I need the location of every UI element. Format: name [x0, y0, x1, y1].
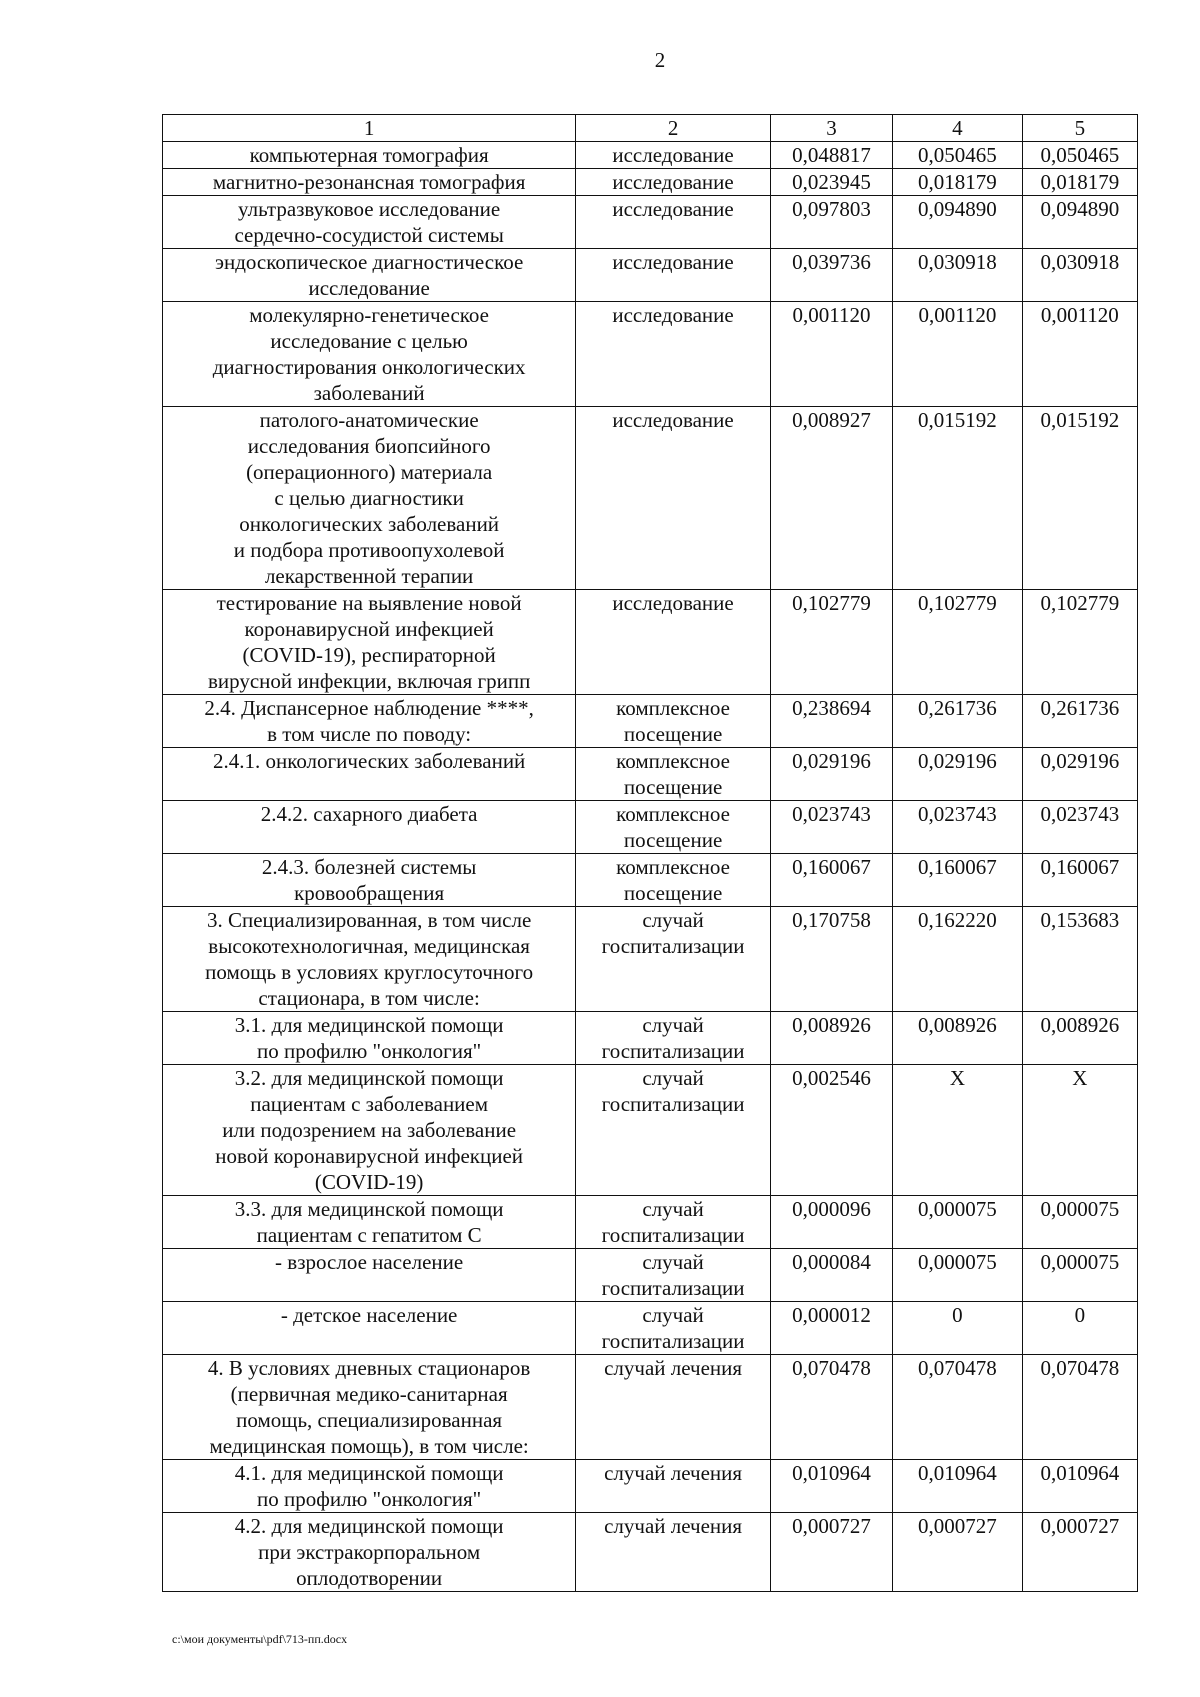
value-col3-cell: 0,008926	[770, 1012, 892, 1065]
unit-cell: случай лечения	[576, 1355, 771, 1460]
table-row	[163, 196, 1138, 249]
table-row	[163, 1355, 1138, 1460]
table-row	[163, 907, 1138, 1012]
indicator-cell: 2.4.3. болезней системы кровообращения	[163, 854, 576, 907]
indicator-cell: 2.4.1. онкологических заболеваний	[163, 748, 576, 801]
unit-cell: исследование	[576, 407, 771, 590]
value-col4-cell: 0	[893, 1302, 1022, 1355]
table-row	[163, 590, 1138, 695]
value-col4-cell: 0,094890	[893, 196, 1022, 249]
value-col3-cell: 0,097803	[770, 196, 892, 249]
value-col4-cell: 0,261736	[893, 695, 1022, 748]
file-path-footer: c:\мои документы\pdf\713-пп.docx	[172, 1632, 348, 1646]
indicator-cell: 3.2. для медицинской помощи пациентам с заболеванием или подозрением на заболевание новой коронавирусной инфекцией (COVID-19)	[163, 1065, 576, 1196]
unit-cell: исследование	[576, 249, 771, 302]
unit-cell: комплексное посещение	[576, 854, 771, 907]
value-col3-cell: 0,010964	[770, 1460, 892, 1513]
value-col5-cell: 0,070478	[1022, 1355, 1137, 1460]
page-number: 2	[654, 48, 666, 72]
value-col5-cell: 0,030918	[1022, 249, 1137, 302]
value-col4-cell: 0,023743	[893, 801, 1022, 854]
table-row	[163, 854, 1138, 907]
indicator-cell: 4.2. для медицинской помощи при экстракорпоральном оплодотворении	[163, 1513, 576, 1592]
value-col4-cell: 0,050465	[893, 142, 1022, 169]
table-row	[163, 1012, 1138, 1065]
unit-cell: случай госпитализации	[576, 1302, 771, 1355]
value-col5-cell: 0,160067	[1022, 854, 1137, 907]
header-cell: 5	[1022, 115, 1137, 142]
table-row	[163, 1196, 1138, 1249]
unit-cell: случай госпитализации	[576, 907, 771, 1012]
value-col4-cell: 0,000075	[893, 1249, 1022, 1302]
unit-cell: комплексное посещение	[576, 801, 771, 854]
indicator-cell: - взрослое население	[163, 1249, 576, 1302]
indicator-cell: ультразвуковое исследование сердечно-сосудистой системы	[163, 196, 576, 249]
table-body	[163, 142, 1138, 1592]
unit-cell: исследование	[576, 590, 771, 695]
unit-cell: комплексное посещение	[576, 695, 771, 748]
value-col4-cell: 0,010964	[893, 1460, 1022, 1513]
indicator-cell: компьютерная томография	[163, 142, 576, 169]
unit-cell: комплексное посещение	[576, 748, 771, 801]
value-col4-cell: 0,015192	[893, 407, 1022, 590]
value-col3-cell: 0,170758	[770, 907, 892, 1012]
indicator-cell: тестирование на выявление новой коронавирусной инфекцией (COVID-19), респираторной вирусной инфекции, включая грипп	[163, 590, 576, 695]
indicator-cell: 4. В условиях дневных стационаров (первичная медико-санитарная помощь, специализированная медицинская помощь), в том числе:	[163, 1355, 576, 1460]
indicator-cell: - детское население	[163, 1302, 576, 1355]
table-row	[163, 249, 1138, 302]
indicator-cell: 2.4.2. сахарного диабета	[163, 801, 576, 854]
value-col4-cell: 0,000727	[893, 1513, 1022, 1592]
data-table	[162, 114, 1138, 1592]
value-col4-cell: 0,001120	[893, 302, 1022, 407]
value-col3-cell: 0,102779	[770, 590, 892, 695]
table-header-row	[163, 115, 1138, 142]
indicator-cell: 3. Специализированная, в том числе высокотехнологичная, медицинская помощь в условиях круглосуточного стационара, в том числе:	[163, 907, 576, 1012]
header-cell: 2	[576, 115, 771, 142]
value-col5-cell: 0,102779	[1022, 590, 1137, 695]
value-col3-cell: 0,002546	[770, 1065, 892, 1196]
table-row	[163, 1460, 1138, 1513]
indicator-cell: магнитно-резонансная томография	[163, 169, 576, 196]
value-col3-cell: 0,008927	[770, 407, 892, 590]
value-col3-cell: 0,048817	[770, 142, 892, 169]
value-col3-cell: 0,023945	[770, 169, 892, 196]
value-col5-cell: 0	[1022, 1302, 1137, 1355]
value-col3-cell: 0,000012	[770, 1302, 892, 1355]
value-col4-cell: 0,070478	[893, 1355, 1022, 1460]
value-col5-cell: 0,029196	[1022, 748, 1137, 801]
value-col5-cell: 0,153683	[1022, 907, 1137, 1012]
indicator-cell: эндоскопическое диагностическое исследование	[163, 249, 576, 302]
value-col5-cell: 0,015192	[1022, 407, 1137, 590]
value-col5-cell: 0,000075	[1022, 1249, 1137, 1302]
unit-cell: исследование	[576, 302, 771, 407]
value-col3-cell: 0,039736	[770, 249, 892, 302]
value-col4-cell: 0,160067	[893, 854, 1022, 907]
unit-cell: случай лечения	[576, 1460, 771, 1513]
table-row	[163, 695, 1138, 748]
value-col4-cell: 0,162220	[893, 907, 1022, 1012]
header-cell: 1	[163, 115, 576, 142]
value-col5-cell: 0,000075	[1022, 1196, 1137, 1249]
value-col5-cell: 0,050465	[1022, 142, 1137, 169]
indicator-cell: патолого-анатомические исследования биопсийного (операционного) материала с целью диагностики онкологических заболеваний и подбора противоопухолевой лекарственной терапии	[163, 407, 576, 590]
indicator-cell: молекулярно-генетическое исследование с целью диагностирования онкологических заболеваний	[163, 302, 576, 407]
value-col4-cell: 0,000075	[893, 1196, 1022, 1249]
value-col3-cell: 0,238694	[770, 695, 892, 748]
unit-cell: случай лечения	[576, 1513, 771, 1592]
table-row	[163, 407, 1138, 590]
value-col5-cell: 0,010964	[1022, 1460, 1137, 1513]
value-col5-cell: 0,000727	[1022, 1513, 1137, 1592]
value-col4-cell: X	[893, 1065, 1022, 1196]
table-row	[163, 142, 1138, 169]
value-col4-cell: 0,008926	[893, 1012, 1022, 1065]
value-col3-cell: 0,000084	[770, 1249, 892, 1302]
indicator-cell: 2.4. Диспансерное наблюдение ****, в том числе по поводу:	[163, 695, 576, 748]
table-row	[163, 1513, 1138, 1592]
value-col3-cell: 0,029196	[770, 748, 892, 801]
value-col3-cell: 0,160067	[770, 854, 892, 907]
value-col5-cell: 0,023743	[1022, 801, 1137, 854]
value-col3-cell: 0,070478	[770, 1355, 892, 1460]
value-col5-cell: 0,001120	[1022, 302, 1137, 407]
unit-cell: случай госпитализации	[576, 1065, 771, 1196]
unit-cell: случай госпитализации	[576, 1012, 771, 1065]
value-col5-cell: X	[1022, 1065, 1137, 1196]
value-col5-cell: 0,094890	[1022, 196, 1137, 249]
indicator-cell: 3.3. для медицинской помощи пациентам с гепатитом С	[163, 1196, 576, 1249]
table-row	[163, 748, 1138, 801]
header-cell: 4	[893, 115, 1022, 142]
value-col4-cell: 0,029196	[893, 748, 1022, 801]
unit-cell: исследование	[576, 169, 771, 196]
table-row	[163, 1065, 1138, 1196]
unit-cell: случай госпитализации	[576, 1196, 771, 1249]
table-row	[163, 1302, 1138, 1355]
indicator-cell: 3.1. для медицинской помощи по профилю "онкология"	[163, 1012, 576, 1065]
unit-cell: случай госпитализации	[576, 1249, 771, 1302]
unit-cell: исследование	[576, 142, 771, 169]
value-col4-cell: 0,018179	[893, 169, 1022, 196]
table-row	[163, 169, 1138, 196]
value-col3-cell: 0,001120	[770, 302, 892, 407]
table-row	[163, 801, 1138, 854]
value-col4-cell: 0,102779	[893, 590, 1022, 695]
value-col3-cell: 0,023743	[770, 801, 892, 854]
indicator-cell: 4.1. для медицинской помощи по профилю "онкология"	[163, 1460, 576, 1513]
value-col3-cell: 0,000727	[770, 1513, 892, 1592]
header-cell: 3	[770, 115, 892, 142]
table-row	[163, 302, 1138, 407]
value-col5-cell: 0,018179	[1022, 169, 1137, 196]
table-row	[163, 1249, 1138, 1302]
unit-cell: исследование	[576, 196, 771, 249]
value-col5-cell: 0,261736	[1022, 695, 1137, 748]
value-col5-cell: 0,008926	[1022, 1012, 1137, 1065]
value-col3-cell: 0,000096	[770, 1196, 892, 1249]
value-col4-cell: 0,030918	[893, 249, 1022, 302]
